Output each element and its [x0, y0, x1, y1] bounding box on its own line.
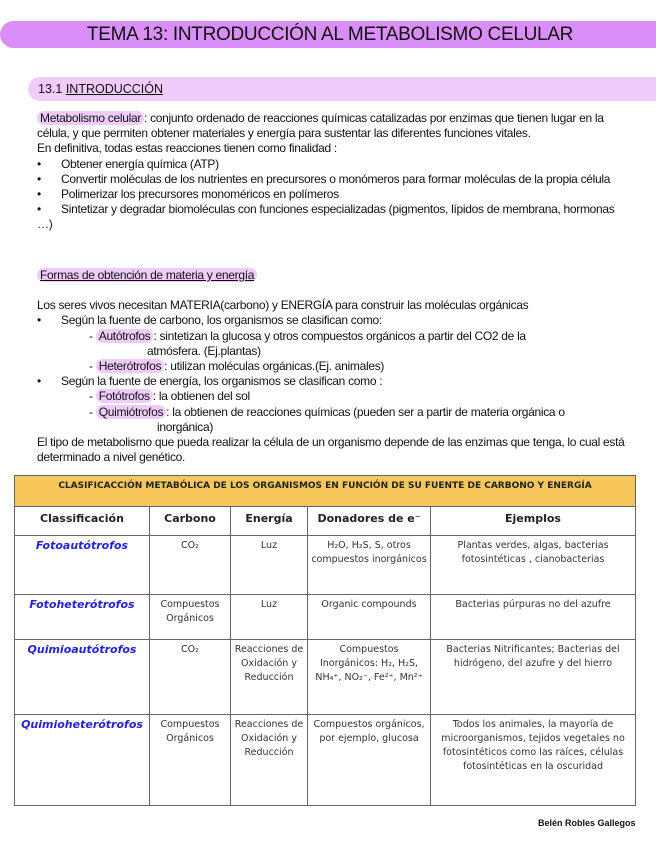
- section-name: INTRODUCCIÓN: [65, 82, 164, 96]
- cell: Reacciones de Oxidación y Reducción: [231, 715, 308, 806]
- cell: Quimioheterótrofos: [15, 715, 150, 806]
- cell: Todos los animales, la mayoría de microorganismos, tejidos vegetales no fotosintéticos como las raíces, células fotosintéticas en la oscuridad: [431, 715, 636, 806]
- foto-def: : la obtienen del sol: [152, 389, 250, 404]
- cell: Luz: [231, 536, 308, 595]
- cell: Fotoheterótrofos: [15, 595, 150, 640]
- col-header: Donadores de e⁻: [308, 507, 431, 536]
- bullet-text: Obtener energía química (ATP): [61, 156, 219, 171]
- col-header: Classificación: [15, 507, 150, 536]
- cell: Compuestos Inorgánicos: H₂, H₂S, NH₄⁺, NO₂⁻, Fe²⁺, Mn²⁺: [308, 640, 431, 715]
- bullet-item: • Sintetizar y degradar biomoléculas con funciones especializadas (pigmentos, lípidos de membrana, hormonas …): [37, 202, 615, 232]
- hetero-def: : utilizan moléculas orgánicas.(Ej. animales): [164, 359, 385, 374]
- bullet-text: Polimerizar los precursores monoméricos en polímeros: [61, 187, 339, 202]
- formas-lead: Los seres vivos necesitan MATERIA(carbono) y ENERGÍA para construir las moléculas orgánicas: [37, 298, 529, 313]
- table-title: CLASIFICACCIÓN METABÓLICA DE LOS ORGANISMOS EN FUNCIÓN DE SU FUENTE DE CARBONO Y ENERGÍA: [15, 476, 636, 507]
- table-row: [15, 715, 636, 806]
- cell: Bacterias púrpuras no del azufre: [431, 595, 636, 640]
- quimio-def2: inorgánica): [157, 419, 214, 434]
- section-number: 13.1: [38, 82, 66, 96]
- col-header: Energía: [231, 507, 308, 536]
- energia-bullet: Según la fuente de energía, los organismos se clasifican como :: [61, 374, 383, 389]
- formas-block: Formas de obtención de materia y energía Los seres vivos necesitan MATERIA(carbono) y ENERGÍA para construir las moléculas orgánicas • Según la fuente de carbono, los organismos se clasifican como: - Autótrofos : sintetizan la glucosa y otros compuestos orgánicos a partir del CO2 de la atmósfera. (Ej.plantas) - Heterótrofos : utilizan moléculas orgánicas.(Ej. animales) • Según la fuente de energía, los organismos se clasifican como : - Fotótrofos : la obtienen del sol - Quimiótrofos : la obtienen de reacciones químicas (pueden ser a partir de materia orgánica o inorgánica) El tipo de metabolismo que pueda realizar la célula de un organismo depende de las enzimas que tenga, lo cual está determinado a nivel genético.: [37, 268, 627, 465]
- definition: [37, 111, 627, 141]
- term-quimiotrofos: Quimiótrofos: [96, 405, 166, 419]
- classification-table: [14, 475, 636, 806]
- term-metabolismo: Metabolismo celular: [37, 111, 144, 125]
- formas-heading: Formas de obtención de materia y energía: [37, 268, 257, 282]
- cell: Bacterias Nitrificantes; Bacterias del hidrógeno, del azufre y del hierro: [431, 640, 636, 715]
- col-header: Ejemplos: [431, 507, 636, 536]
- section-heading: [28, 77, 656, 101]
- auto-def: : sintetizan la glucosa y otros compuestos orgánicos a partir del CO2 de la: [153, 328, 526, 343]
- conclusion: El tipo de metabolismo que pueda realizar la célula de un organismo depende de las enzimas que tenga, lo cual está determinado a nivel genético.: [37, 435, 625, 465]
- bullet-item: • Polimerizar los precursores monoméricos en polímeros: [37, 187, 339, 202]
- table-row: [15, 536, 636, 595]
- term-autotrofos: Autótrofos: [96, 329, 154, 343]
- auto-def2: atmósfera. (Ej.plantas): [147, 343, 261, 358]
- cell: Organic compounds: [308, 595, 431, 640]
- definition-text: : conjunto ordenado de reacciones químicas catalizadas por enzimas que tienen lugar en la célula, y que permiten obtener materiales y energía para sustentar las diferentes funciones vitales.: [37, 111, 604, 141]
- cell: Reacciones de Oxidación y Reducción: [231, 640, 308, 715]
- table-row: [15, 640, 636, 715]
- cell: Fotoautótrofos: [15, 536, 150, 595]
- finalidad-text: En definitiva, todas estas reacciones tienen como finalidad :: [37, 141, 337, 156]
- author-footer: Belén Robles Gallegos: [538, 818, 636, 828]
- quimio-def: : la obtienen de reacciones químicas (pueden ser a partir de materia orgánica o: [166, 404, 565, 419]
- cell: Compuestos Orgánicos: [150, 715, 231, 806]
- cell: CO₂: [150, 640, 231, 715]
- table-row: [15, 595, 636, 640]
- bullet-item: • Convertir moléculas de los nutrientes en precursores o monómeros para formar moléculas de la propia célula: [37, 171, 611, 186]
- bullet-text: Convertir moléculas de los nutrientes en precursores o monómeros para formar moléculas de la propia célula: [61, 171, 611, 186]
- cell: Luz: [231, 595, 308, 640]
- bullet-text: Sintetizar y degradar biomoléculas con funciones especializadas (pigmentos, lípidos de membrana, hormonas …): [37, 202, 615, 232]
- intro-block: [37, 111, 627, 233]
- term-fototrofos: Fotótrofos: [96, 389, 153, 403]
- document-title: TEMA 13: INTRODUCCIÓN AL METABOLISMO CELULAR: [0, 21, 656, 48]
- cell: CO₂: [150, 536, 231, 595]
- cell: Quimioautótrofos: [15, 640, 150, 715]
- carbono-bullet: Según la fuente de carbono, los organismos se clasifican como:: [61, 313, 382, 328]
- cell: Plantas verdes, algas, bacterias fotosintéticas , cianobacterias: [431, 536, 636, 595]
- cell: Compuestos Orgánicos: [150, 595, 231, 640]
- cell: H₂O, H₂S, S, otros compuestos inorgánicos: [308, 536, 431, 595]
- term-heterotrofos: Heterótrofos: [96, 359, 164, 373]
- cell: Compuestos orgánicos, por ejemplo, glucosa: [308, 715, 431, 806]
- col-header: Carbono: [150, 507, 231, 536]
- bullet-item: • Obtener energía química (ATP): [37, 156, 219, 171]
